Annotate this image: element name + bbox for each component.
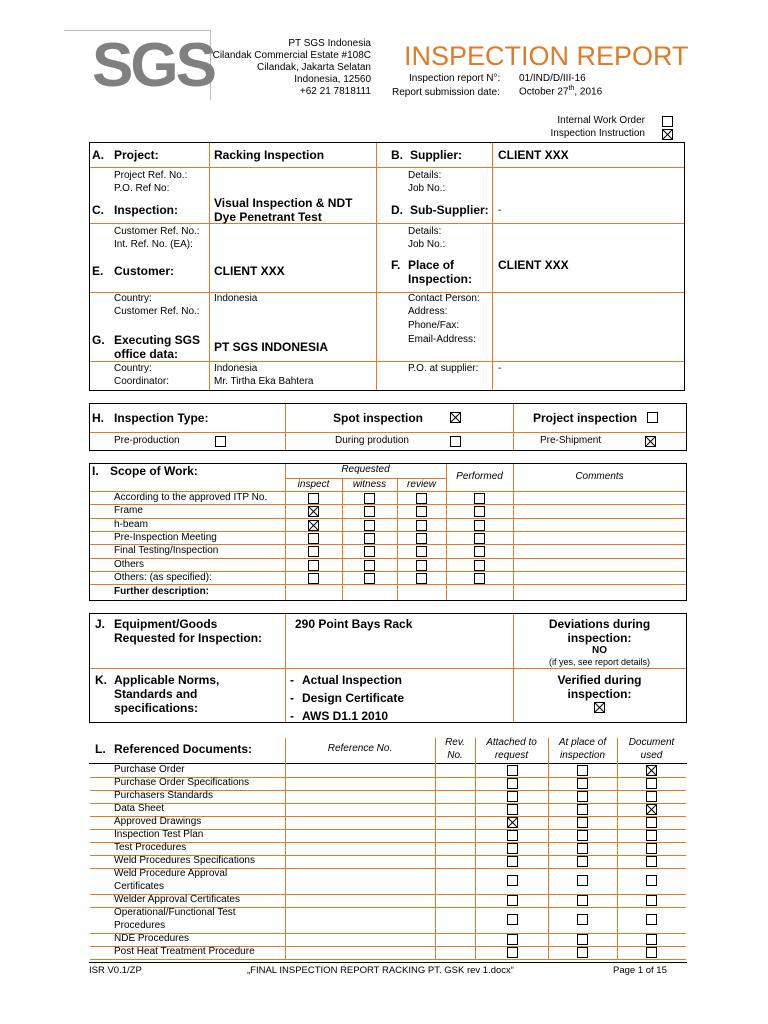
- company-address-1: Cilandak Commercial Estate #108C: [212, 50, 371, 61]
- scope-checkbox[interactable]: [474, 573, 485, 584]
- scope-row-label: According to the approved ITP No.: [114, 492, 268, 503]
- executing-value: PT SGS INDONESIA: [214, 340, 329, 354]
- ref-doc-checkbox[interactable]: [507, 791, 518, 802]
- po-supplier-value: -: [498, 363, 502, 374]
- during-production-label: During prodution: [335, 435, 409, 446]
- details-label-2: Details:: [408, 226, 442, 237]
- inspection-value-1: Visual Inspection & NDT: [214, 196, 353, 210]
- coordinator-label: Coordinator:: [114, 376, 170, 387]
- witness-header: witness: [352, 479, 387, 490]
- ref-doc-checkbox[interactable]: [577, 804, 588, 815]
- scope-checkbox[interactable]: [416, 520, 427, 531]
- executing-label-1: Executing SGS: [114, 333, 201, 347]
- scope-checkbox[interactable]: [364, 573, 375, 584]
- ref-doc-checkbox[interactable]: [577, 817, 588, 828]
- scope-label: Scope of Work:: [110, 464, 198, 478]
- sub-supplier-code: D.: [391, 203, 403, 217]
- ref-doc-checkbox[interactable]: [646, 934, 657, 945]
- supplier-value: CLIENT XXX: [498, 148, 569, 162]
- ref-doc-checkbox[interactable]: [507, 843, 518, 854]
- scope-row-label: Others: (as specified):: [114, 571, 212, 583]
- deviations-value: NO: [592, 645, 607, 656]
- ref-doc-checkbox[interactable]: [577, 895, 588, 906]
- norms-code: K.: [95, 673, 107, 687]
- deviations-label-1: Deviations during: [548, 617, 651, 631]
- project-ref-label: Project Ref. No.:: [114, 170, 188, 181]
- company-address-3: Indonesia, 12560: [294, 74, 371, 85]
- scope-checkbox[interactable]: [474, 493, 485, 504]
- footer-right: Page 1 of 15: [613, 965, 667, 976]
- ref-doc-checkbox[interactable]: [646, 895, 657, 906]
- ref-doc-label: Weld Procedure Approval: [114, 868, 228, 879]
- scope-checkbox[interactable]: [416, 506, 427, 517]
- scope-checkbox[interactable]: [474, 533, 485, 544]
- ref-doc-label: Certificates: [114, 880, 165, 892]
- review-header: review: [407, 479, 436, 490]
- scope-checkbox[interactable]: [416, 533, 427, 544]
- po-supplier-label: P.O. at supplier:: [408, 363, 479, 374]
- report-date-value: October 27th, 2016: [519, 85, 603, 98]
- equipment-label-2: Requested for Inspection:: [114, 631, 263, 645]
- customer-label: Customer:: [114, 264, 175, 278]
- phone-fax-label: Phone/Fax:: [408, 320, 460, 331]
- project-code: A.: [92, 148, 104, 162]
- ref-doc-label: Operational/Functional Test: [114, 907, 236, 918]
- equipment-code: J.: [95, 617, 106, 631]
- scope-checkbox[interactable]: [474, 560, 485, 571]
- deviations-note: (if yes, see report details): [548, 657, 651, 667]
- ref-doc-checkbox[interactable]: [646, 830, 657, 841]
- ref-doc-checkbox[interactable]: [577, 934, 588, 945]
- ref-doc-label: Post Heat Treatment Procedure: [114, 946, 255, 957]
- scope-checkbox[interactable]: [416, 560, 427, 571]
- ref-doc-checkbox[interactable]: [646, 817, 657, 828]
- ref-doc-checkbox[interactable]: [507, 947, 518, 958]
- ref-doc-checkbox[interactable]: [646, 765, 657, 776]
- equipment-value: 290 Point Bays Rack: [295, 617, 413, 631]
- norm-item: AWS D1.1 2010: [302, 709, 389, 723]
- ref-doc-checkbox[interactable]: [577, 875, 588, 886]
- equipment-label-1: Equipment/Goods: [114, 617, 218, 631]
- logo-text: SGS: [92, 31, 214, 100]
- during-production-checkbox[interactable]: [450, 436, 461, 447]
- scope-checkbox[interactable]: [416, 546, 427, 557]
- scope-checkbox[interactable]: [308, 546, 319, 557]
- scope-checkbox[interactable]: [308, 573, 319, 584]
- comments-header: Comments: [575, 471, 624, 482]
- supplier-code: B.: [391, 148, 403, 162]
- place-code: F.: [391, 258, 401, 272]
- doc-used-header-1: Document: [628, 737, 675, 748]
- sub-supplier-value: -: [498, 205, 502, 216]
- scope-checkbox[interactable]: [474, 506, 485, 517]
- company-phone: +62 21 7818111: [299, 86, 371, 97]
- supplier-label: Supplier:: [410, 148, 463, 162]
- sgs-logo: [64, 30, 214, 100]
- ref-doc-checkbox[interactable]: [577, 791, 588, 802]
- doc-used-header-2: used: [640, 750, 663, 761]
- ref-doc-checkbox[interactable]: [577, 856, 588, 867]
- inspection-type-code: H.: [92, 411, 104, 425]
- requested-header: Requested: [341, 464, 390, 475]
- ref-doc-checkbox[interactable]: [507, 934, 518, 945]
- ref-doc-checkbox[interactable]: [646, 804, 657, 815]
- ref-doc-checkbox[interactable]: [577, 947, 588, 958]
- scope-checkbox[interactable]: [308, 493, 319, 504]
- ref-doc-checkbox[interactable]: [646, 947, 657, 958]
- ref-doc-checkbox[interactable]: [646, 914, 657, 925]
- report-number-label: Inspection report N°:: [409, 73, 501, 84]
- job-no-label-2: Job No.:: [408, 239, 446, 250]
- scope-row-label: Final Testing/Inspection: [114, 545, 219, 557]
- ref-doc-label: Purchase Order Specifications: [114, 777, 250, 788]
- scope-checkbox[interactable]: [474, 546, 485, 557]
- scope-checkbox[interactable]: [308, 533, 319, 544]
- place-label-2: Inspection:: [408, 272, 473, 286]
- preproduction-label: Pre-production: [114, 435, 180, 446]
- internal-work-order-label: Internal Work Order: [557, 115, 645, 126]
- verified-checkbox[interactable]: [594, 702, 605, 713]
- ref-docs-code: L.: [95, 742, 106, 756]
- company-name: PT SGS Indonesia: [288, 38, 371, 49]
- deviations-label-2: inspection:: [567, 631, 632, 645]
- ref-doc-label: Purchase Order: [114, 764, 185, 775]
- ref-doc-checkbox[interactable]: [507, 895, 518, 906]
- scope-row-label: Others: [114, 558, 145, 570]
- performed-header: Performed: [456, 471, 503, 482]
- scope-checkbox[interactable]: [364, 546, 375, 557]
- sub-supplier-label: Sub-Supplier:: [410, 203, 489, 217]
- ref-doc-checkbox[interactable]: [577, 778, 588, 789]
- inspection-label: Inspection:: [114, 203, 179, 217]
- ref-doc-checkbox[interactable]: [507, 804, 518, 815]
- scope-row-label: Pre-Inspection Meeting: [114, 531, 217, 543]
- preshipment-label: Pre-Shipment: [540, 435, 602, 446]
- spot-inspection-label: Spot inspection: [333, 411, 423, 425]
- norms-label-2: Standards and: [114, 687, 198, 701]
- footer-center: „FINAL INSPECTION REPORT RACKING PT. GSK rev 1.docx“: [247, 965, 514, 976]
- preproduction-checkbox[interactable]: [215, 436, 226, 447]
- preshipment-checkbox[interactable]: [645, 436, 656, 447]
- executing-code: G.: [92, 333, 105, 347]
- po-ref-label: P.O. Ref No:: [114, 183, 170, 194]
- place-label-1: Place of: [408, 258, 455, 272]
- email-label: Email-Address:: [408, 334, 476, 345]
- contact-person-label: Contact Person:: [408, 293, 480, 304]
- ref-doc-checkbox[interactable]: [646, 778, 657, 789]
- ref-doc-checkbox[interactable]: [507, 830, 518, 841]
- place-value: CLIENT XXX: [498, 258, 569, 272]
- verified-label-1: Verified during: [557, 673, 642, 687]
- country-label-2: Country:: [114, 363, 152, 374]
- verified-label-2: inspection:: [567, 687, 632, 701]
- ref-doc-label: Inspection Test Plan: [114, 829, 204, 840]
- ref-doc-checkbox[interactable]: [577, 843, 588, 854]
- internal-work-order-checkbox[interactable]: [662, 116, 673, 127]
- scope-checkbox[interactable]: [364, 520, 375, 531]
- company-address-2: Cilandak, Jakarta Selatan: [257, 62, 371, 73]
- scope-checkbox[interactable]: [364, 506, 375, 517]
- norm-bullet: -: [290, 709, 294, 723]
- place-header-1: At place of: [558, 737, 607, 748]
- scope-checkbox[interactable]: [474, 520, 485, 531]
- customer-code: E.: [92, 264, 104, 278]
- ref-doc-label: Welder Approval Certificates: [114, 894, 240, 905]
- scope-checkbox[interactable]: [416, 493, 427, 504]
- ref-doc-label: Approved Drawings: [114, 816, 202, 827]
- ref-doc-checkbox[interactable]: [646, 875, 657, 886]
- ref-doc-label: NDE Procedures: [114, 933, 190, 944]
- place-header-2: inspection: [559, 750, 606, 761]
- scope-checkbox[interactable]: [308, 506, 319, 517]
- ref-doc-checkbox[interactable]: [577, 914, 588, 925]
- inspect-header: inspect: [297, 479, 330, 490]
- scope-row-label: h-beam: [114, 518, 148, 530]
- ref-doc-label: Data Sheet: [114, 803, 165, 814]
- norms-label-1: Applicable Norms,: [114, 673, 220, 687]
- inspection-code: C.: [92, 203, 104, 217]
- customer-ref-label: Customer Ref. No.:: [114, 226, 200, 237]
- scope-row-label: Frame: [114, 505, 143, 517]
- customer-value: CLIENT XXX: [214, 264, 285, 278]
- ref-doc-checkbox[interactable]: [577, 830, 588, 841]
- ref-doc-checkbox[interactable]: [646, 843, 657, 854]
- ref-doc-label: Test Procedures: [114, 842, 187, 853]
- inspection-value-2: Dye Penetrant Test: [214, 210, 322, 224]
- ref-doc-label: Purchasers Standards: [114, 790, 213, 801]
- project-label: Project:: [114, 148, 159, 162]
- scope-checkbox[interactable]: [364, 533, 375, 544]
- ref-doc-checkbox[interactable]: [507, 856, 518, 867]
- scope-checkbox[interactable]: [364, 560, 375, 571]
- ref-doc-checkbox[interactable]: [507, 914, 518, 925]
- spot-inspection-checkbox[interactable]: [450, 412, 461, 423]
- norm-bullet: -: [290, 673, 294, 687]
- ref-doc-checkbox[interactable]: [646, 791, 657, 802]
- address-label: Address:: [408, 306, 448, 317]
- rev-no-header-2: No.: [447, 750, 463, 761]
- report-title: INSPECTION REPORT: [404, 41, 689, 71]
- ref-doc-checkbox[interactable]: [507, 875, 518, 886]
- country-value: Indonesia: [214, 293, 258, 304]
- project-inspection-label: Project inspection: [533, 411, 638, 425]
- inspection-instruction-label: Inspection Instruction: [550, 128, 645, 139]
- scope-checkbox[interactable]: [308, 520, 319, 531]
- ref-doc-label: Weld Procedures Specifications: [114, 855, 255, 866]
- rev-no-header-1: Rev.: [445, 737, 465, 748]
- scope-checkbox[interactable]: [416, 573, 427, 584]
- attached-header-1: Attached to: [486, 737, 537, 748]
- further-description-label: Further description:: [114, 586, 210, 597]
- coordinator-value: Mr. Tirtha Eka Bahtera: [214, 376, 314, 387]
- report-number-value: 01/IND/D/III-16: [519, 73, 586, 84]
- scope-code: I.: [92, 464, 99, 478]
- footer-left: ISR V0.1/ZP: [89, 965, 142, 976]
- int-ref-label: Int. Ref. No. (EA):: [114, 239, 193, 250]
- norm-bullet: -: [290, 691, 294, 705]
- norm-item: Design Certificate: [302, 691, 405, 705]
- company-block: [210, 38, 371, 98]
- ref-doc-checkbox[interactable]: [507, 765, 518, 776]
- job-no-label: Job No.:: [408, 183, 446, 194]
- project-inspection-checkbox[interactable]: [647, 412, 658, 423]
- ref-doc-checkbox[interactable]: [507, 817, 518, 828]
- inspection-instruction-checkbox[interactable]: [662, 129, 673, 140]
- ref-doc-checkbox[interactable]: [646, 856, 657, 867]
- customer-ref-label-2: Customer Ref. No.:: [114, 306, 200, 317]
- attached-header-2: request: [494, 750, 529, 761]
- executing-label-2: office data:: [114, 347, 179, 361]
- project-value: Racking Inspection: [214, 148, 325, 162]
- inspection-type-label: Inspection Type:: [114, 411, 209, 425]
- details-label: Details:: [408, 170, 442, 181]
- norm-item: Actual Inspection: [302, 673, 403, 687]
- norms-label-3: specifications:: [114, 701, 199, 715]
- report-date-label: Report submission date:: [392, 87, 500, 98]
- ref-doc-label: Procedures: [114, 919, 166, 931]
- reference-no-header: Reference No.: [327, 743, 393, 754]
- ref-doc-checkbox[interactable]: [507, 778, 518, 789]
- ref-doc-checkbox[interactable]: [577, 765, 588, 776]
- ref-docs-label: Referenced Documents:: [114, 742, 253, 756]
- scope-checkbox[interactable]: [308, 560, 319, 571]
- scope-checkbox[interactable]: [364, 493, 375, 504]
- country-label: Country:: [114, 293, 152, 304]
- country-value-2: Indonesia: [214, 363, 258, 374]
